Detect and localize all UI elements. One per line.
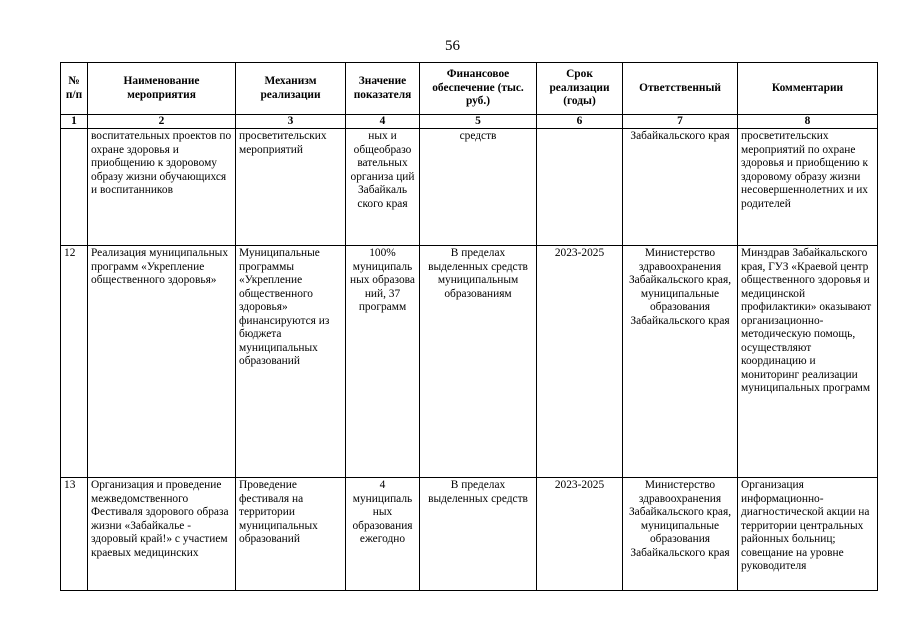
plan-table — [60, 62, 878, 591]
column-number: 7 — [623, 115, 738, 129]
cell-comments: просветительских мероприятий по охране здоровья и приобщению к здоровому образу жизни несовершеннолетних и их родителей — [738, 129, 878, 246]
header-period: Срок реализации (годы) — [537, 63, 623, 115]
cell-responsible: Забайкальского края — [623, 129, 738, 246]
cell-comments: Организация информационно-диагностической акции на территории центральных районных больниц; совещание на уровне руководителя — [738, 478, 878, 591]
cell-indicator: 4 муниципаль ных образования ежегодно — [346, 478, 420, 591]
cell-mechanism: Муниципальные программы «Укрепление общественного здоровья» финансируются из бюджета муниципальных образований — [236, 246, 346, 478]
cell-financing: В пределах выделенных средств — [420, 478, 537, 591]
cell-name: Организация и проведение межведомственного Фестиваля здорового образа жизни «Забайкалье - здоровый край!» с участием краевых медицинских — [88, 478, 236, 591]
header-name: Наименование мероприятия — [88, 63, 236, 115]
column-number: 8 — [738, 115, 878, 129]
cell-responsible: Министерство здравоохранения Забайкальского края, муниципальные образования Забайкальского края — [623, 246, 738, 478]
cell-mechanism: просветительских мероприятий — [236, 129, 346, 246]
cell-indicator: ных и общеобразо вательных организа ций Забайкаль ского края — [346, 129, 420, 246]
cell-period: 2023-2025 — [537, 478, 623, 591]
cell-name: воспитательных проектов по охране здоровья и приобщению к здоровому образу жизни обучающихся и воспитанников — [88, 129, 236, 246]
cell-comments: Минздрав Забайкальского края, ГУЗ «Краевой центр общественного здоровья и медицинской профилактики» оказывают организационно-методическую помощь, осуществляют координацию и мониторинг реализации муниципальных программ — [738, 246, 878, 478]
cell-financing: средств — [420, 129, 537, 246]
header-indicator: Значение показателя — [346, 63, 420, 115]
cell-indicator: 100% муниципаль ных образова ний, 37 программ — [346, 246, 420, 478]
column-number: 4 — [346, 115, 420, 129]
column-number: 6 — [537, 115, 623, 129]
header-financing: Финансовое обеспечение (тыс. руб.) — [420, 63, 537, 115]
column-number: 1 — [61, 115, 88, 129]
table-row-continued — [61, 129, 878, 246]
cell-number: 13 — [61, 478, 88, 591]
cell-name: Реализация муниципальных программ «Укрепление общественного здоровья» — [88, 246, 236, 478]
header-row — [61, 63, 878, 115]
page-number: 56 — [445, 38, 460, 54]
cell-responsible: Министерство здравоохранения Забайкальского края, муниципальные образования Забайкальского края — [623, 478, 738, 591]
column-number: 3 — [236, 115, 346, 129]
cell-financing: В пределах выделенных средств муниципальным образованиям — [420, 246, 537, 478]
column-number: 5 — [420, 115, 537, 129]
cell-mechanism: Проведение фестиваля на территории муниципальных образований — [236, 478, 346, 591]
header-number: № п/п — [61, 63, 88, 115]
table-row-13 — [61, 478, 878, 591]
header-mechanism: Механизм реализации — [236, 63, 346, 115]
table-row-12 — [61, 246, 878, 478]
cell-number — [61, 129, 88, 246]
column-number: 2 — [88, 115, 236, 129]
header-comments: Комментарии — [738, 63, 878, 115]
cell-period — [537, 129, 623, 246]
cell-period: 2023-2025 — [537, 246, 623, 478]
column-number-row — [61, 115, 878, 129]
cell-number: 12 — [61, 246, 88, 478]
header-responsible: Ответственный — [623, 63, 738, 115]
